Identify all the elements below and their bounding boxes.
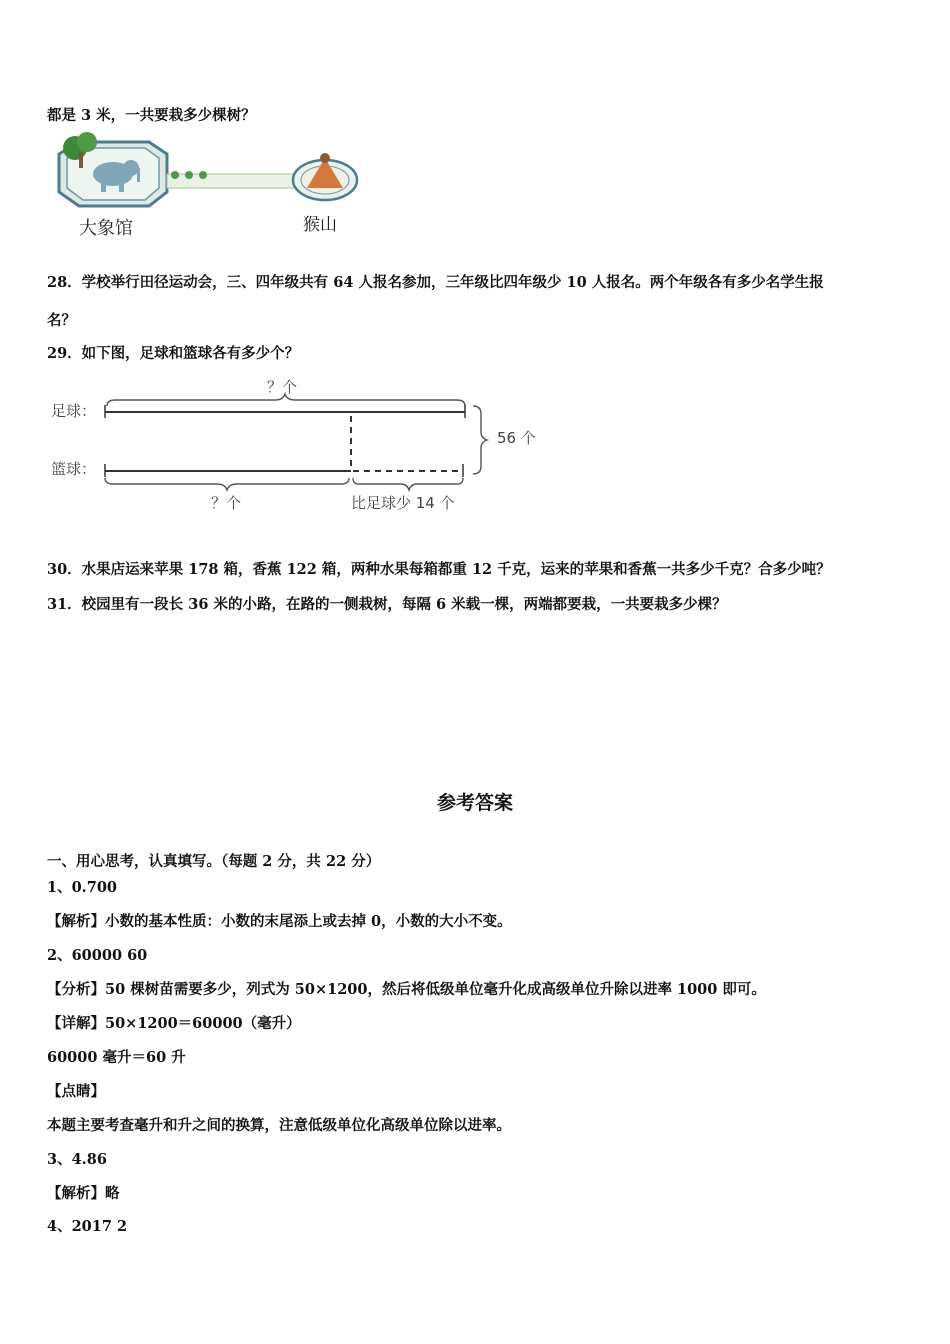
difference-label: 比足球少 14 个 xyxy=(351,494,455,512)
zoo-illustration xyxy=(45,128,365,243)
basketball-label: 篮球： xyxy=(51,460,97,478)
top-brace xyxy=(107,394,465,406)
monkey-hill-label: 猴山 xyxy=(303,215,337,235)
question-31: 31．校园里有一段长 36 米的小路，在路的一侧栽树，每隔 6 米载一棵，两端都要栽，一共要栽多少棵？ xyxy=(47,596,727,613)
football-label: 足球： xyxy=(51,402,97,420)
top-question-label: ？个 xyxy=(267,378,298,396)
question-28-continuation: 名？ xyxy=(47,312,76,329)
right-brace xyxy=(473,406,487,474)
answer-2: 2、60000 60 xyxy=(47,947,148,964)
question-30: 30．水果店运来苹果 178 箱，香蕉 122 箱，两种水果每箱都重 12 千克，运来的苹果和香蕉一共多少千克？合多少吨？ xyxy=(47,561,831,578)
answer-2-detail: 【详解】50×1200＝60000（毫升） xyxy=(47,1015,301,1032)
answer-2-key-point: 【点睛】 xyxy=(47,1083,105,1100)
answer-3-analysis: 【解析】略 xyxy=(47,1185,120,1202)
bottom-right-brace xyxy=(353,478,463,490)
elephant-house-label: 大象馆 xyxy=(79,218,133,239)
answers-title: 参考答案 xyxy=(436,792,513,814)
answers-section-heading: 一、用心思考，认真填写。（每题 2 分，共 22 分） xyxy=(47,853,381,870)
answer-3: 3、4.86 xyxy=(47,1151,107,1168)
bottom-question-label: ？个 xyxy=(211,494,242,512)
question-29: 29．如下图，足球和篮球各有多少个？ xyxy=(47,345,300,362)
answer-2-analysis: 【分析】50 棵树苗需要多少，列式为 50×1200，然后将低级单位毫升化成高级单位升除以进率 1000 即可。 xyxy=(47,981,766,998)
question-continuation: 都是 3 米，一共要栽多少棵树？ xyxy=(47,107,256,124)
total-label: 56 个 xyxy=(497,429,536,447)
answer-1-analysis: 【解析】小数的基本性质：小数的末尾添上或去掉 0，小数的大小不变。 xyxy=(47,913,512,930)
answer-2-conversion: 60000 毫升＝60 升 xyxy=(47,1049,186,1066)
bottom-left-brace xyxy=(105,478,349,490)
question-28: 28．学校举行田径运动会，三、四年级共有 64 人报名参加，三年级比四年级少 10 人报名。两个年级各有多少名学生报 xyxy=(47,274,824,291)
line-segment-diagram xyxy=(45,372,555,522)
monkey-icon xyxy=(320,153,330,163)
answer-2-note: 本题主要考查毫升和升之间的换算，注意低级单位化高级单位除以进率。 xyxy=(47,1117,511,1134)
answer-4: 4、2017 2 xyxy=(47,1218,128,1235)
answer-1: 1、0.700 xyxy=(47,879,117,896)
